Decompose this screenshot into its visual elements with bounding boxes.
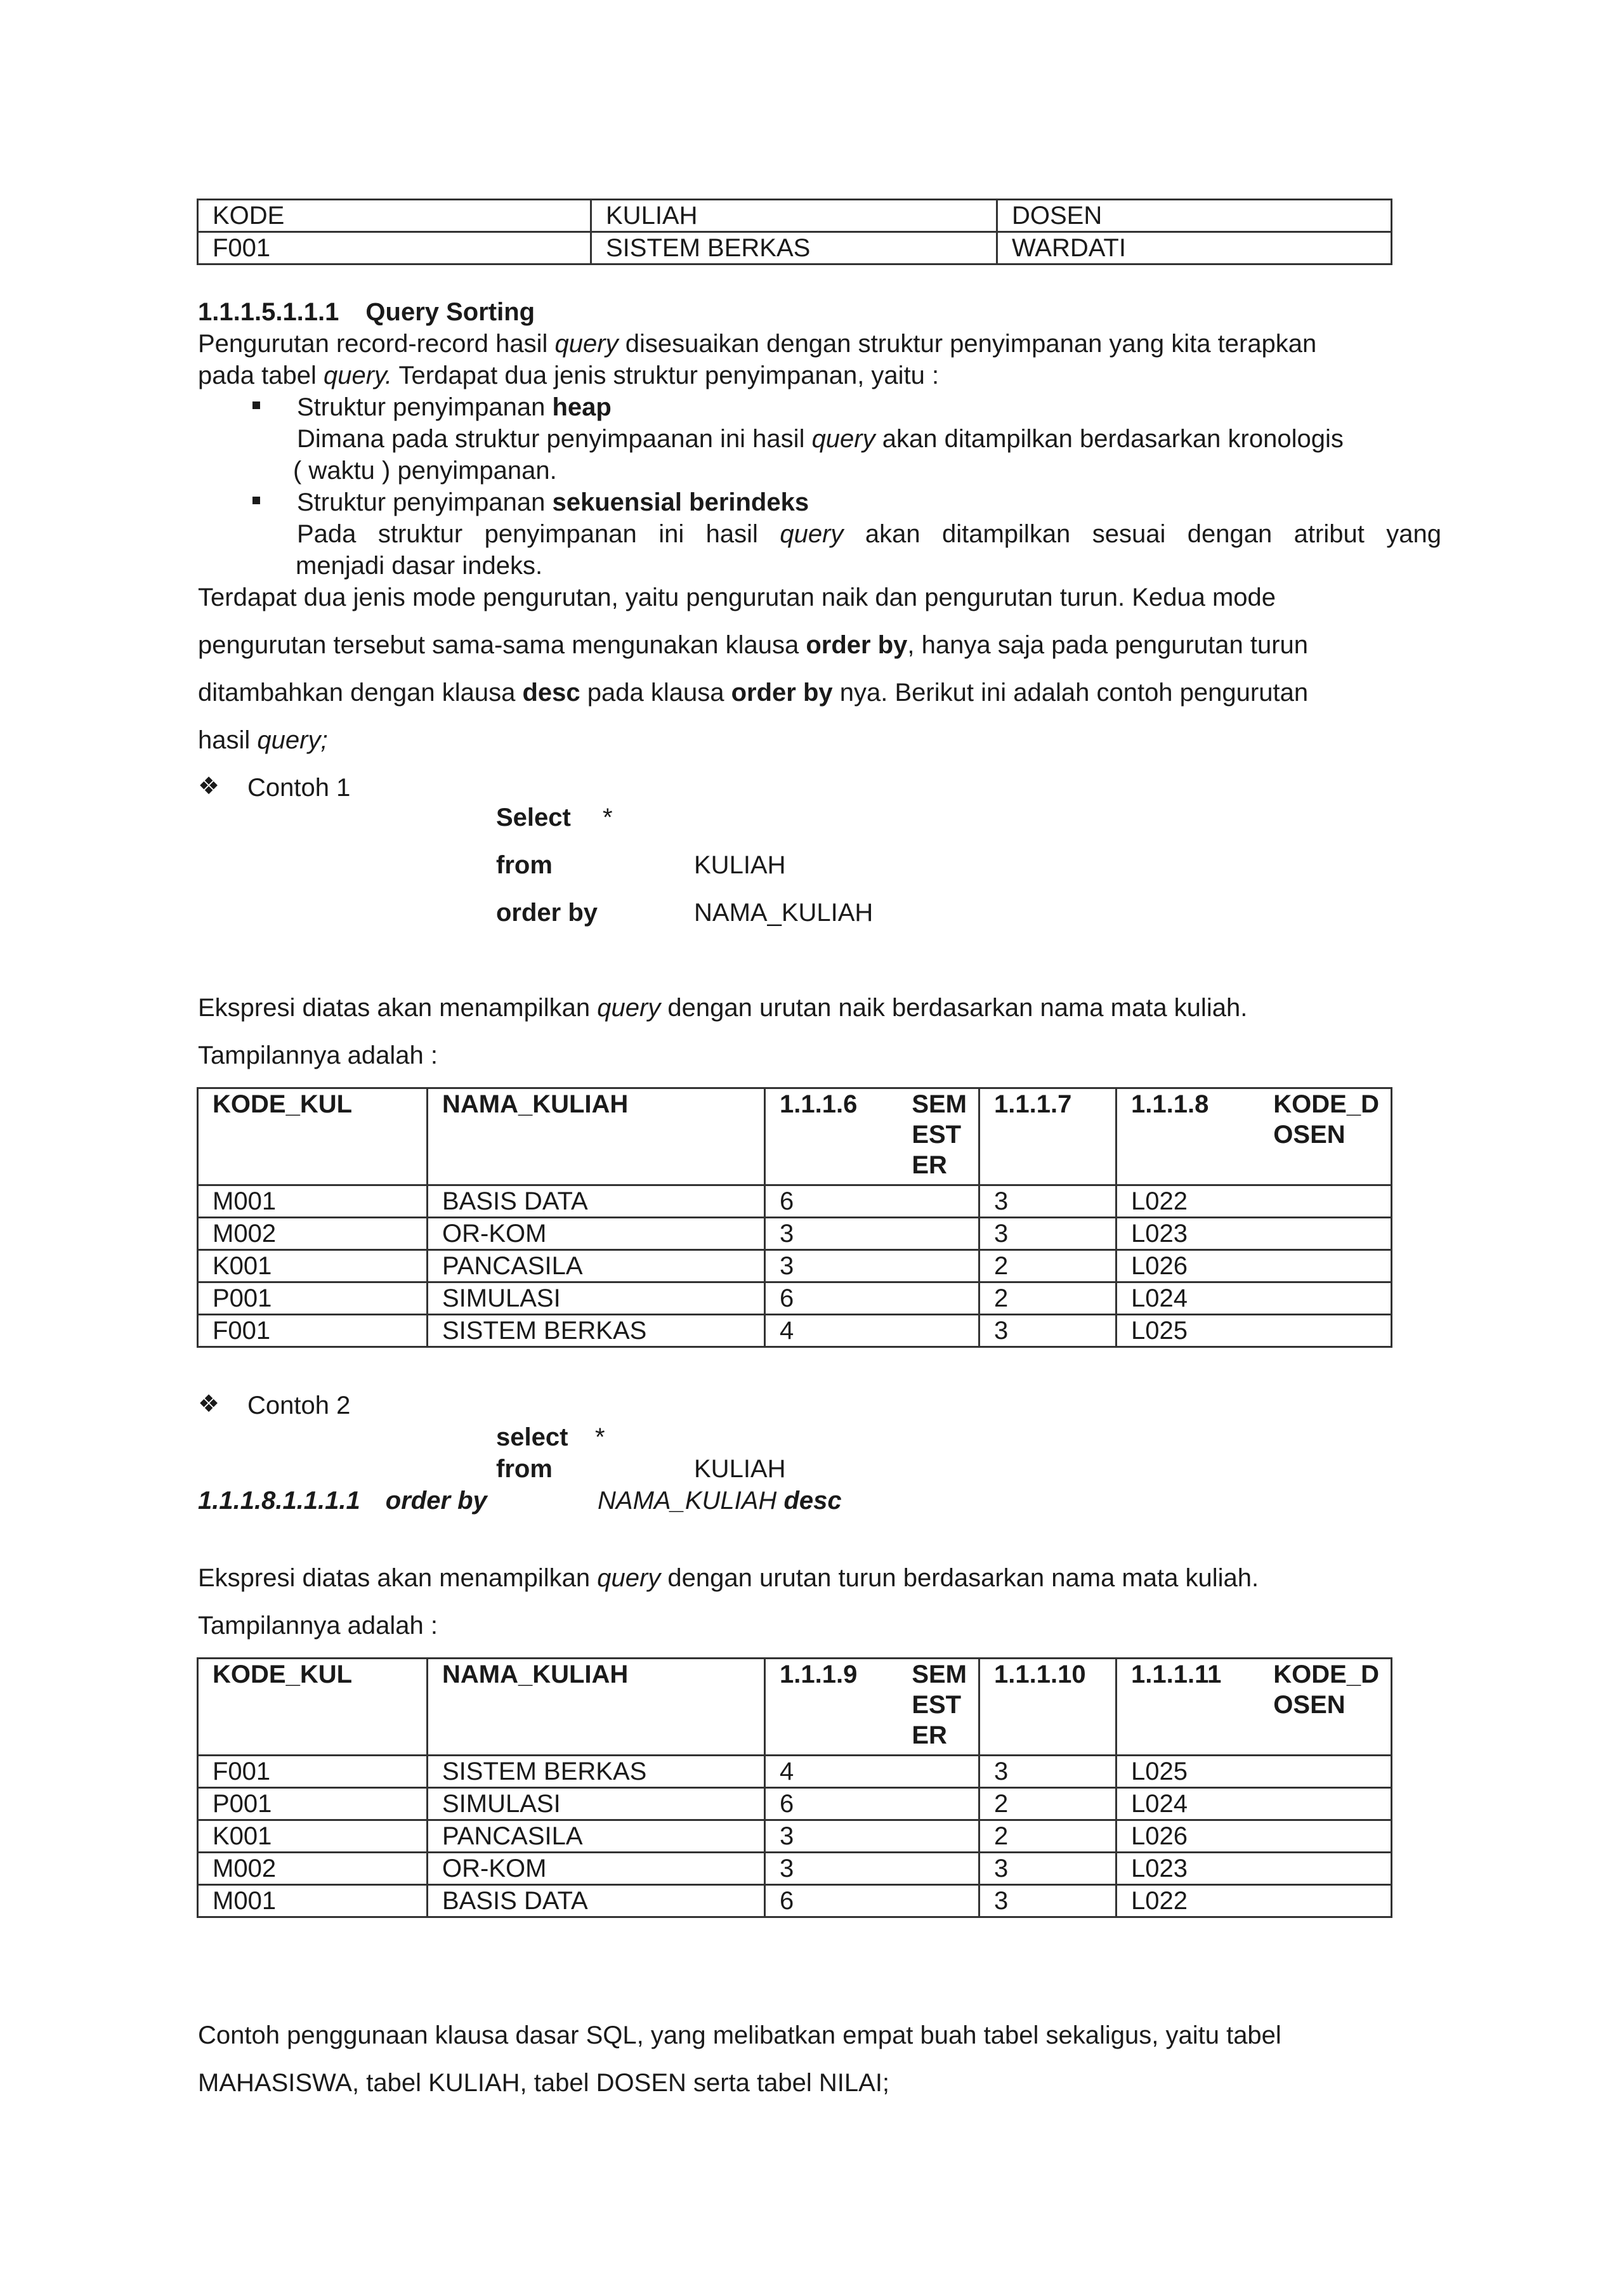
text: query. (323, 362, 393, 389)
mode-paragraph-line-2 (198, 629, 1308, 661)
closing-line-1: Contoh penggunaan klausa dasar SQL, yang melibatkan empat buah tabel sekaligus, yaitu tabel (198, 2021, 1281, 2049)
table-cell: P001 (198, 1788, 428, 1820)
section-number: 1.1.1.5.1.1.1 (198, 298, 339, 326)
table-cell: M001 (198, 1885, 428, 1917)
table-row (198, 1788, 1392, 1820)
table-cell: WARDATI (997, 232, 1392, 264)
table-cell: L024 (1116, 1282, 1392, 1315)
text: desc (522, 679, 580, 707)
table-cell: 2 (979, 1282, 1116, 1315)
table-cell: L022 (1116, 1885, 1392, 1917)
table-header-cell (1116, 1088, 1392, 1185)
text: query (554, 330, 619, 358)
sql-value: * (603, 804, 613, 832)
text: 1.1.1.8 (1131, 1090, 1209, 1118)
table-cell: 2 (979, 1788, 1116, 1820)
table-cell: K001 (198, 1820, 428, 1853)
example2-shown-label: Tampilannya adalah : (198, 1612, 438, 1640)
text: akan ditampilkan sesuai dengan atribut yang (843, 520, 1441, 548)
result-table-desc (197, 1657, 1392, 1918)
table-cell: 6 (765, 1185, 979, 1218)
example1-label: Contoh 1 (247, 774, 351, 802)
text: pada klausa (580, 679, 731, 707)
table-cell: 6 (765, 1885, 979, 1917)
example2-heading-value (598, 1485, 842, 1517)
text: sekuensial berindeks (552, 488, 809, 516)
text: 1.1.1.11 (1131, 1660, 1222, 1688)
text: query (811, 425, 875, 453)
top-table (197, 199, 1392, 265)
mode-paragraph-line-1: Terdapat dua jenis mode pengurutan, yaitu pengurutan naik dan pengurutan turun. Kedua mode (198, 584, 1276, 611)
text: Struktur penyimpanan (297, 393, 553, 421)
table-row (198, 1250, 1392, 1282)
table-cell: L022 (1116, 1185, 1392, 1218)
sql-value: KULIAH (694, 1455, 786, 1483)
text: Terdapat dua jenis struktur penyimpanan, yaitu : (392, 362, 940, 389)
text: order by (731, 679, 833, 707)
table-row (198, 1282, 1392, 1315)
table-cell: L026 (1116, 1250, 1392, 1282)
table-cell: L026 (1116, 1820, 1392, 1853)
mode-paragraph-line-3 (198, 677, 1308, 708)
table-cell: PANCASILA (428, 1250, 765, 1282)
text: heap (552, 393, 612, 421)
text: SEM EST ER (912, 1090, 967, 1179)
text: akan ditampilkan berdasarkan kronologis (875, 425, 1344, 453)
text: Ekspresi diatas akan menampilkan (198, 1564, 598, 1592)
table-header-cell: NAMA_KULIAH (428, 1088, 765, 1185)
table-row (198, 1853, 1392, 1885)
table-cell: L024 (1116, 1788, 1392, 1820)
table-cell: 3 (979, 1885, 1116, 1917)
diamond-bullet-icon: ❖ (198, 1391, 220, 1418)
text: Struktur penyimpanan (297, 488, 553, 516)
table-cell: SISTEM BERKAS (428, 1756, 765, 1788)
table-cell: L023 (1116, 1853, 1392, 1885)
sql-value: * (595, 1423, 605, 1451)
table-header-row (198, 1659, 1392, 1756)
example2-label: Contoh 2 (247, 1392, 351, 1419)
table-cell: 4 (765, 1315, 979, 1347)
table-cell: L025 (1116, 1756, 1392, 1788)
table-cell: 3 (979, 1218, 1116, 1250)
table-row (198, 1756, 1392, 1788)
bullet-desc-heap-2: ( waktu ) penyimpanan. (293, 457, 557, 485)
text: query; (257, 726, 328, 754)
bullet-item-heap (297, 391, 612, 423)
text: query (597, 994, 661, 1022)
table-cell: K001 (198, 1250, 428, 1282)
table-row (198, 232, 1392, 264)
table-cell: 3 (979, 1756, 1116, 1788)
text: desc (783, 1487, 842, 1515)
text: hasil (198, 726, 258, 754)
sql-keyword: from (496, 851, 553, 879)
table-header-cell: 1.1.1.7 (979, 1088, 1116, 1185)
sql-value: NAMA_KULIAH (694, 899, 874, 927)
text: Dimana pada struktur penyimpaanan ini hasil (297, 425, 812, 453)
table-cell: SISTEM BERKAS (591, 232, 997, 264)
table-cell: F001 (198, 1756, 428, 1788)
table-cell: 3 (765, 1250, 979, 1282)
text: KODE_D OSEN (1273, 1660, 1379, 1719)
table-cell: KULIAH (591, 200, 997, 232)
text: dengan urutan naik berdasarkan nama mata kuliah. (660, 994, 1248, 1022)
text: nya. Berikut ini adalah contoh pengurutan (832, 679, 1309, 707)
table-row (198, 1315, 1392, 1347)
sql-keyword: Select (496, 804, 571, 832)
table-cell: L023 (1116, 1218, 1392, 1250)
table-header-cell: 1.1.1.10 (979, 1659, 1116, 1756)
table-cell: 3 (765, 1218, 979, 1250)
text: Pengurutan record-record hasil (198, 330, 555, 358)
table-cell: F001 (198, 1315, 428, 1347)
sql-value: KULIAH (694, 851, 786, 879)
table-cell: OR-KOM (428, 1853, 765, 1885)
text: query (597, 1564, 661, 1592)
example2-description (198, 1562, 1259, 1594)
table-cell: OR-KOM (428, 1218, 765, 1250)
text: 1.1.1.9 (780, 1660, 858, 1688)
text: ditambahkan dengan klausa (198, 679, 523, 707)
section-intro-2 (198, 360, 939, 391)
table-header-cell (765, 1659, 979, 1756)
text: Ekspresi diatas akan menampilkan (198, 994, 598, 1022)
closing-line-2: MAHASISWA, tabel KULIAH, tabel DOSEN serta tabel NILAI; (198, 2069, 890, 2097)
section-intro (198, 328, 1441, 360)
table-cell: 3 (979, 1185, 1116, 1218)
text: 1.1.1.6 (780, 1090, 858, 1118)
text: pengurutan tersebut sama-sama mengunakan klausa (198, 631, 806, 659)
table-cell: KODE (198, 200, 591, 232)
table-header-cell: NAMA_KULIAH (428, 1659, 765, 1756)
table-row (198, 1185, 1392, 1218)
example1-description (198, 992, 1247, 1024)
section-heading (198, 296, 535, 328)
table-cell: SISTEM BERKAS (428, 1315, 765, 1347)
example2-heading (198, 1485, 487, 1517)
table-cell: L025 (1116, 1315, 1392, 1347)
table-cell: 3 (765, 1820, 979, 1853)
table-header-cell (1116, 1659, 1392, 1756)
text: 1.1.1.8.1.1.1.1 (198, 1487, 360, 1515)
table-cell: 3 (765, 1853, 979, 1885)
table-row (198, 1218, 1392, 1250)
table-cell: F001 (198, 232, 591, 264)
mode-paragraph-line-4 (198, 724, 328, 756)
sql-keyword: from (496, 1455, 553, 1483)
bullet-square-icon (252, 401, 260, 409)
example1-shown-label: Tampilannya adalah : (198, 1041, 438, 1069)
bullet-desc-sekuensial-2: menjadi dasar indeks. (296, 552, 543, 580)
bullet-square-icon (252, 497, 260, 504)
bullet-desc-heap (297, 423, 1432, 455)
text: dengan urutan turun berdasarkan nama mata kuliah. (660, 1564, 1259, 1592)
table-cell: 3 (979, 1853, 1116, 1885)
table-header-cell (765, 1088, 979, 1185)
sql-keyword: order by (496, 899, 598, 927)
table-cell: PANCASILA (428, 1820, 765, 1853)
sql-keyword: select (496, 1423, 568, 1451)
text: order by (806, 631, 908, 659)
table-cell: SIMULASI (428, 1788, 765, 1820)
table-cell: M001 (198, 1185, 428, 1218)
table-cell: DOSEN (997, 200, 1392, 232)
bullet-item-sekuensial (297, 486, 809, 518)
table-cell: 3 (979, 1315, 1116, 1347)
diamond-bullet-icon: ❖ (198, 773, 220, 800)
text: SEM EST ER (912, 1660, 967, 1749)
table-row (198, 1820, 1392, 1853)
table-header-cell: KODE_KUL (198, 1088, 428, 1185)
bullet-desc-sekuensial (297, 518, 1441, 550)
table-cell: M002 (198, 1853, 428, 1885)
table-cell: SIMULASI (428, 1282, 765, 1315)
table-header-row (198, 1088, 1392, 1185)
table-cell: M002 (198, 1218, 428, 1250)
text: disesuaikan dengan struktur penyimpanan yang kita terapkan (618, 330, 1317, 358)
table-cell: 6 (765, 1282, 979, 1315)
text: query (780, 520, 844, 548)
text: Pada struktur penyimpanan ini hasil (297, 520, 780, 548)
text: , hanya saja pada pengurutan turun (907, 631, 1309, 659)
table-cell: P001 (198, 1282, 428, 1315)
table-header-cell: KODE_KUL (198, 1659, 428, 1756)
text: order by (385, 1487, 487, 1515)
table-cell: BASIS DATA (428, 1185, 765, 1218)
table-cell: 4 (765, 1756, 979, 1788)
table-cell: 2 (979, 1250, 1116, 1282)
table-header-row (198, 200, 1392, 232)
table-cell: BASIS DATA (428, 1885, 765, 1917)
table-cell: 2 (979, 1820, 1116, 1853)
table-cell: 6 (765, 1788, 979, 1820)
section-title: Query Sorting (365, 298, 535, 326)
table-row (198, 1885, 1392, 1917)
result-table-asc (197, 1087, 1392, 1348)
text: pada tabel (198, 362, 324, 389)
text: KODE_D OSEN (1273, 1090, 1379, 1149)
text: NAMA_KULIAH (598, 1487, 777, 1515)
